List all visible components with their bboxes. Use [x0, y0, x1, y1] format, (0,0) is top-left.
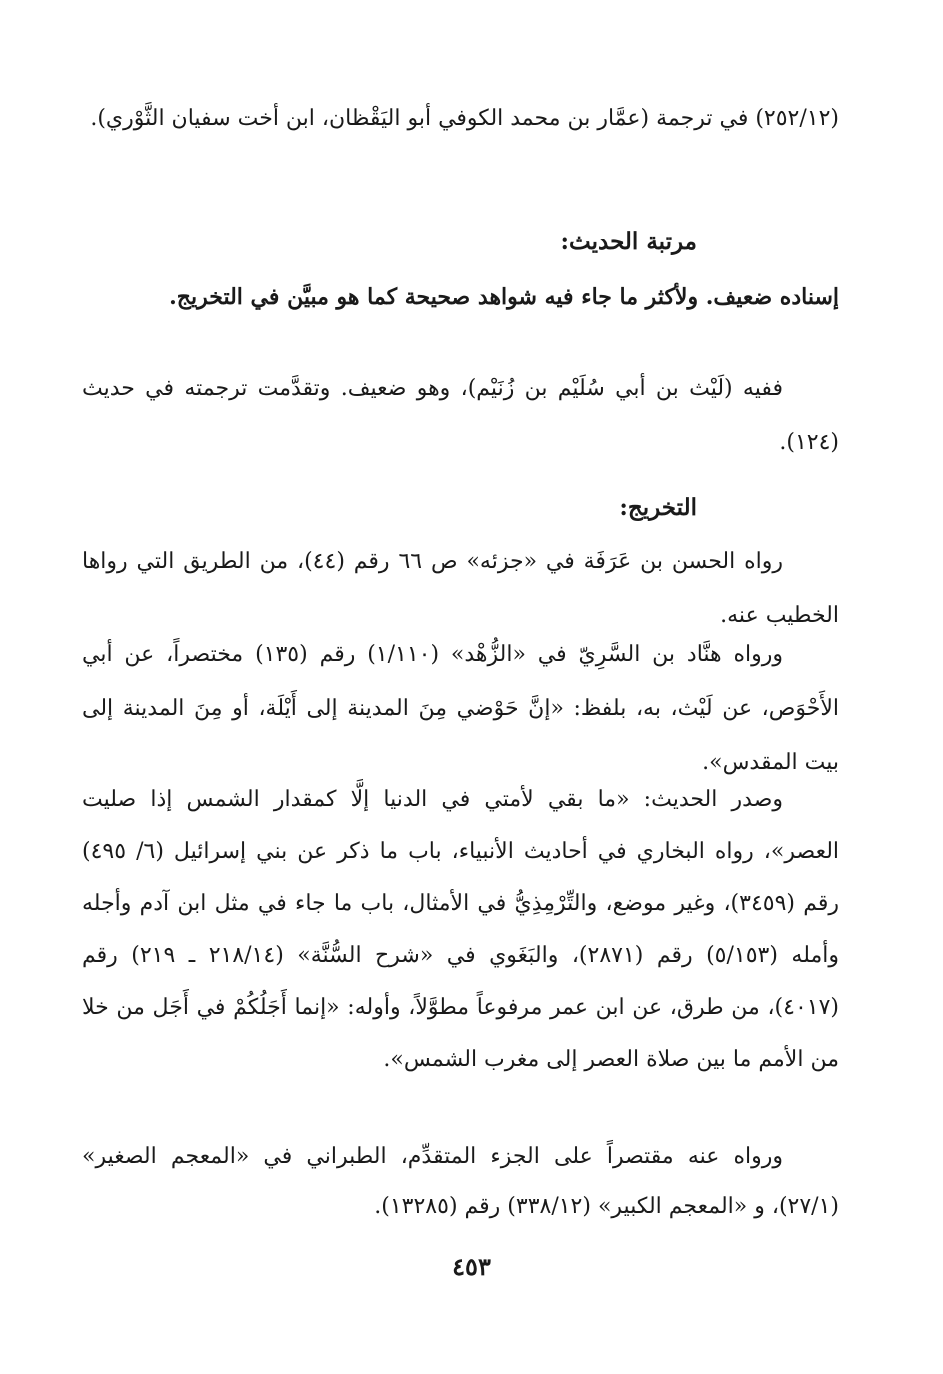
takhrij-paragraph-3	[82, 774, 839, 1086]
takhrij-paragraph-4	[82, 1132, 839, 1232]
rank-note-paragraph	[82, 362, 839, 470]
takhrij-paragraph-2	[82, 628, 839, 790]
rank-text: إسناده ضعيف. ولأكثر ما جاء فيه شواهد صحيحة كما هو مبيَّن في التخريج.	[169, 284, 839, 310]
takhrij-paragraph-1	[82, 535, 839, 643]
page-number: ٤٥٣	[452, 1252, 491, 1281]
reference-paragraph	[82, 92, 839, 146]
rank-note-text: ففيه (لَيْث بن أبي سُلَيْم بن زُنَيْم)، وهو ضعيف. وتقدَّمت ترجمته في حديث (١٢٤).	[82, 376, 839, 455]
takhrij-text-1: رواه الحسن بن عَرَفَة في «جزئه» ص ٦٦ رقم (٤٤)، من الطريق التي رواها الخطيب عنه.	[82, 549, 839, 628]
takhrij-text-4: ورواه عنه مقتصراً على الجزء المتقدِّم، الطبراني في «المعجم الصغير» (٢٧/١)، و «المعجم الكبير» (٣٣٨/١٢) رقم (١٣٢٨٥).	[82, 1144, 839, 1219]
takhrij-text-2: ورواه هنَّاد بن السَّرِيّ في «الزُّهْد» (١/١١٠) رقم (١٣٥) مختصراً، عن أبي الأَحْوَص، عن لَيْث، به، بلفظ: «إنَّ حَوْضي مِنَ المدينة إلى أَيْلَة، أو مِنَ المدينة إلى بيت المقدس».	[82, 642, 839, 775]
takhrij-text-3: وصدر الحديث: «ما بقي لأمتي في الدنيا إلَّا كمقدار الشمس إذا صليت العصر»، رواه البخاري في أحاديث الأنبياء، باب ما ذكر عن بني إسرائيل (٦/ ٤٩٥) رقم (٣٤٥٩)، وغير موضع، والتِّرْمِذِيُّ في الأمثال، باب ما جاء في مثل ابن آدم وأجله وأمله (٥/١٥٣) رقم (٢٨٧١)، والبَغَوي في «شرح السُّنَّة» (٢١٨/١٤ ـ ٢١٩) رقم (٤٠١٧)، من طرق، عن ابن عمر مرفوعاً مطوَّلاً، وأوله: «إنما أَجَلُكُمْ في أَجَل من خلا من الأمم ما بين صلاة العصر إلى مغرب الشمس».	[82, 787, 840, 1072]
section-heading-rank: مرتبة الحديث:	[560, 228, 697, 255]
reference-text: (٢٥٢/١٢) في ترجمة (عمَّار بن محمد الكوفي أبو اليَقْظان، ابن أخت سفيان الثَّوْري).	[90, 106, 839, 131]
section-heading-takhrij: التخريج:	[619, 494, 697, 521]
rank-paragraph	[82, 270, 839, 324]
